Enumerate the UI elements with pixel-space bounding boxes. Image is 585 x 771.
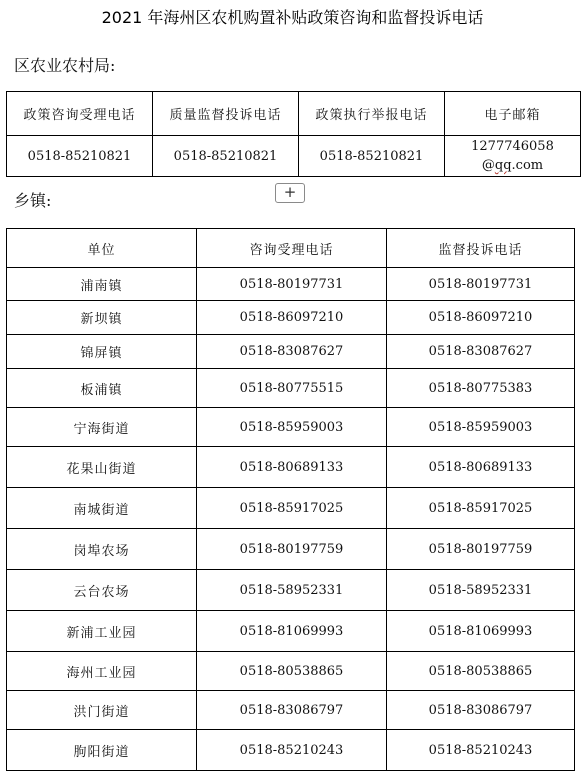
- towns-table-body: [7, 268, 575, 771]
- email-at: @: [481, 158, 495, 173]
- complaint-phone-cell: 0518-80689133: [387, 447, 575, 488]
- complaint-phone-cell: 0518-80775383: [387, 369, 575, 408]
- complaint-phone-cell: 0518-83087627: [387, 335, 575, 369]
- table-row: [7, 529, 575, 570]
- complaint-phone-cell: 0518-81069993: [387, 611, 575, 652]
- bureau-contact-table: [6, 91, 581, 177]
- consult-phone-cell: 0518-80538865: [197, 652, 387, 691]
- table-row: [7, 652, 575, 691]
- unit-cell: 新浦工业园: [7, 611, 197, 652]
- table-row: [7, 488, 575, 529]
- header-quality-phone: 质量监督投诉电话: [153, 92, 299, 136]
- consult-phone-cell: 0518-85210243: [197, 730, 387, 771]
- unit-cell: 锦屏镇: [7, 335, 197, 369]
- email-line-2: [445, 156, 580, 175]
- header-complaint: 监督投诉电话: [387, 229, 575, 268]
- consult-phone-cell: 0518-83086797: [197, 691, 387, 730]
- header-consult: 咨询受理电话: [197, 229, 387, 268]
- header-unit: 单位: [7, 229, 197, 268]
- complaint-phone-cell: 0518-85917025: [387, 488, 575, 529]
- complaint-phone-cell: 0518-86097210: [387, 301, 575, 335]
- table-row: [7, 611, 575, 652]
- quality-phone-value: 0518-85210821: [153, 136, 299, 177]
- consult-phone-cell: 0518-83087627: [197, 335, 387, 369]
- consult-phone-cell: 0518-86097210: [197, 301, 387, 335]
- table-row: [7, 691, 575, 730]
- table-row: [7, 301, 575, 335]
- consult-phone-cell: 0518-80197759: [197, 529, 387, 570]
- unit-cell: 朐阳街道: [7, 730, 197, 771]
- table-row: [7, 447, 575, 488]
- email-line-1: 1277746058: [471, 139, 554, 154]
- bureau-header-row: [7, 92, 581, 136]
- consult-phone-value: 0518-85210821: [7, 136, 153, 177]
- bureau-section-label: 区农业农村局:: [14, 56, 116, 75]
- complaint-phone-cell: 0518-58952331: [387, 570, 575, 611]
- consult-phone-cell: 0518-58952331: [197, 570, 387, 611]
- unit-cell: 花果山街道: [7, 447, 197, 488]
- consult-phone-cell: 0518-80775515: [197, 369, 387, 408]
- header-consult-phone: 政策咨询受理电话: [7, 92, 153, 136]
- email-suffix: .com: [511, 158, 544, 173]
- unit-cell: 新坝镇: [7, 301, 197, 335]
- unit-cell: 云台农场: [7, 570, 197, 611]
- consult-phone-cell: 0518-80197731: [197, 268, 387, 301]
- complaint-phone-cell: 0518-80197731: [387, 268, 575, 301]
- complaint-phone-cell: 0518-85210243: [387, 730, 575, 771]
- table-row: [7, 730, 575, 771]
- consult-phone-cell: 0518-80689133: [197, 447, 387, 488]
- unit-cell: 浦南镇: [7, 268, 197, 301]
- table-row: [7, 408, 575, 447]
- unit-cell: 宁海街道: [7, 408, 197, 447]
- unit-cell: 洪门街道: [7, 691, 197, 730]
- towns-contact-table: [6, 228, 575, 771]
- table-row: [7, 335, 575, 369]
- unit-cell: 南城街道: [7, 488, 197, 529]
- email-value[interactable]: [445, 136, 581, 177]
- expand-button[interactable]: +: [275, 183, 305, 203]
- unit-cell: 板浦镇: [7, 369, 197, 408]
- complaint-phone-cell: 0518-80538865: [387, 652, 575, 691]
- email-domain-spellcheck: qq: [494, 158, 512, 173]
- report-phone-value: 0518-85210821: [299, 136, 445, 177]
- header-email: 电子邮箱: [445, 92, 581, 136]
- table-row: [7, 369, 575, 408]
- towns-header-row: [7, 229, 575, 268]
- towns-section-label: 乡镇:: [14, 191, 52, 210]
- consult-phone-cell: 0518-85917025: [197, 488, 387, 529]
- unit-cell: 海州工业园: [7, 652, 197, 691]
- table-row: [7, 570, 575, 611]
- table-row: [7, 268, 575, 301]
- unit-cell: 岗埠农场: [7, 529, 197, 570]
- complaint-phone-cell: 0518-83086797: [387, 691, 575, 730]
- complaint-phone-cell: 0518-80197759: [387, 529, 575, 570]
- complaint-phone-cell: 0518-85959003: [387, 408, 575, 447]
- page-title: 2021 年海州区农机购置补贴政策咨询和监督投诉电话: [101, 8, 484, 27]
- header-report-phone: 政策执行举报电话: [299, 92, 445, 136]
- consult-phone-cell: 0518-85959003: [197, 408, 387, 447]
- consult-phone-cell: 0518-81069993: [197, 611, 387, 652]
- bureau-value-row: [7, 136, 581, 177]
